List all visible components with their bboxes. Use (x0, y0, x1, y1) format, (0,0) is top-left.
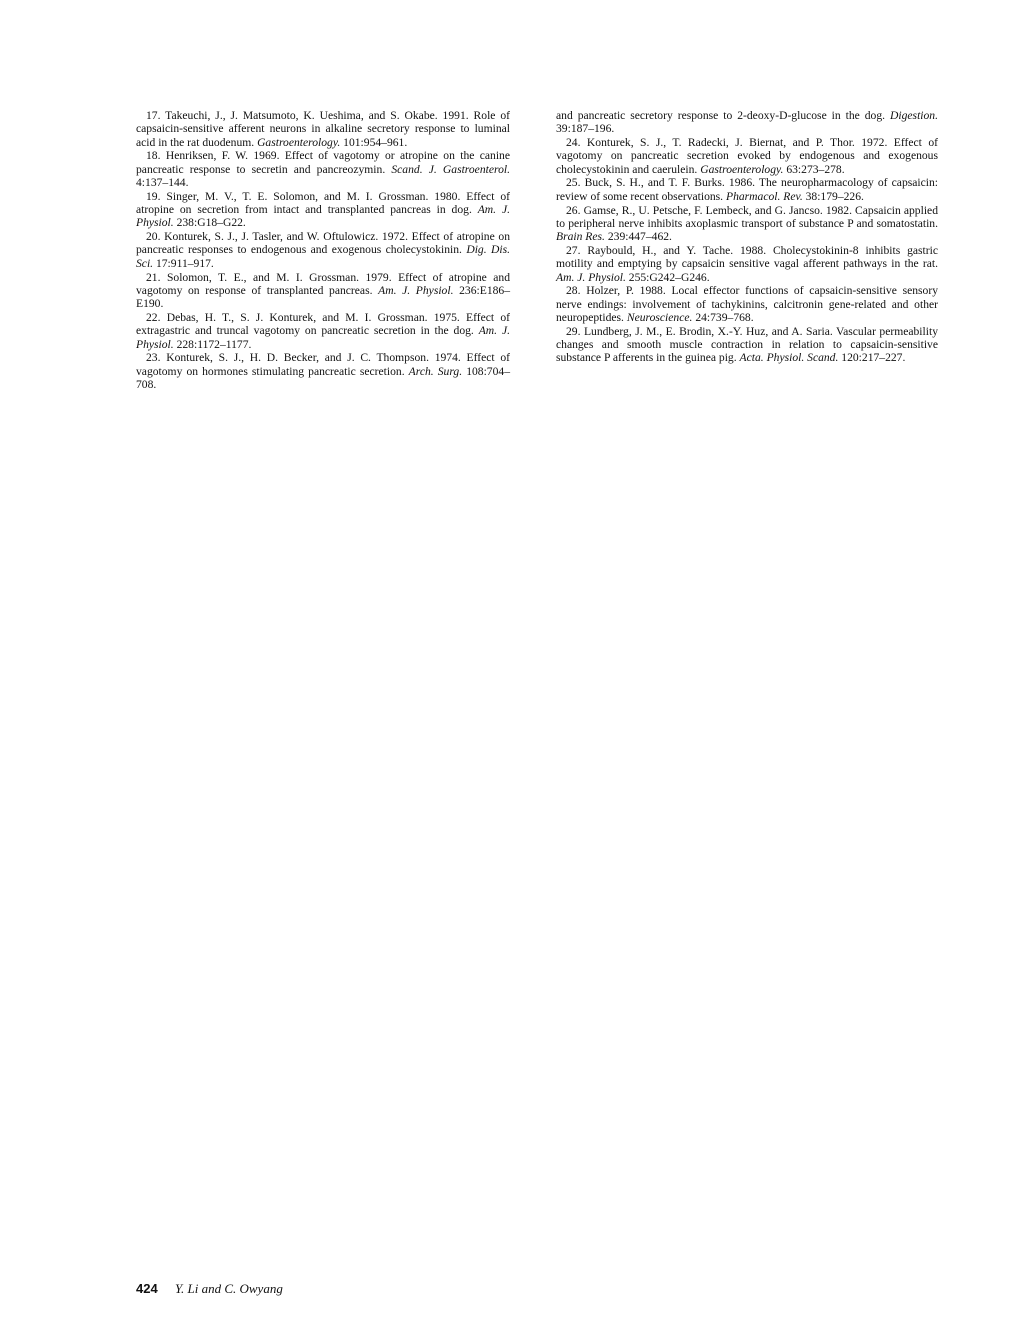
reference-18: 18. Henriksen, F. W. 1969. Effect of vagotomy or atropine on the canine pancreatic response to secretin and pancreozymin. Scand. J. Gastroenterol. 4:137–144. (136, 149, 510, 189)
reference-24: 24. Konturek, S. J., T. Radecki, J. Biernat, and P. Thor. 1972. Effect of vagotomy on pancreatic secretion evoked by endogenous and exogenous cholecystokinin and caerulein. Gastroenterology. 63:273–278. (556, 136, 938, 176)
page-footer (136, 1281, 283, 1297)
reference-continuation: and pancreatic secretory response to 2-deoxy-D-glucose in the dog. Digestion. 39:187–196. (556, 109, 938, 136)
running-head: Y. Li and C. Owyang (174, 1281, 283, 1296)
page-number: 424 (136, 1281, 158, 1296)
reference-25: 25. Buck, S. H., and T. F. Burks. 1986. The neuropharmacology of capsaicin: review of some recent observations. Pharmacol. Rev. 38:179–226. (556, 176, 938, 203)
reference-19: 19. Singer, M. V., T. E. Solomon, and M. I. Grossman. 1980. Effect of atropine on secretion from intact and transplanted pancreas in dog. Am. J. Physiol. 238:G18–G22. (136, 189, 510, 230)
reference-28: 28. Holzer, P. 1988. Local effector functions of capsaicin-sensitive sensory nerve endings: involvement of tachykinins, calcitronin gene-related and other neuropeptides. Neuroscience. 24:739–768. (556, 284, 938, 324)
references-right-column (556, 109, 938, 365)
reference-21: 21. Solomon, T. E., and M. I. Grossman. 1979. Effect of atropine and vagotomy on response of transplanted pancreas. Am. J. Physiol. 236:E186–E190. (136, 270, 511, 311)
references-left-column (136, 109, 510, 392)
reference-26: 26. Gamse, R., U. Petsche, F. Lembeck, and G. Jancso. 1982. Capsaicin applied to peripheral nerve inhibits axoplasmic transport of substance P and somatostatin. Brain Res. 239:447–462. (556, 203, 938, 244)
reference-22: 22. Debas, H. T., S. J. Konturek, and M. I. Grossman. 1975. Effect of extragastric and truncal vagotomy on pancreatic secretion in the dog. Am. J. Physiol. 228:1172–1177. (136, 310, 510, 351)
reference-29: 29. Lundberg, J. M., E. Brodin, X.-Y. Huz, and A. Saria. Vascular permeability changes and smooth muscle contraction in relation to capsaicin-sensitive substance P afferents in the guinea pig. Acta. Physiol. Scand. 120:217–227. (556, 324, 938, 365)
reference-20: 20. Konturek, S. J., J. Tasler, and W. Oftulowicz. 1972. Effect of atropine on pancreatic responses to endogenous and exogenous cholecystokinin. Dig. Dis. Sci. 17:911–917. (136, 230, 510, 270)
reference-23: 23. Konturek, S. J., H. D. Becker, and J. C. Thompson. 1974. Effect of vagotomy on hormones stimulating pancreatic secretion. Arch. Surg. 108:704–708. (136, 351, 510, 391)
reference-27: 27. Raybould, H., and Y. Tache. 1988. Cholecystokinin-8 inhibits gastric motility and emptying by capsaicin sensitive vagal afferent pathways in the rat. Am. J. Physiol. 255:G242–G246. (556, 243, 938, 284)
reference-17: 17. Takeuchi, J., J. Matsumoto, K. Ueshima, and S. Okabe. 1991. Role of capsaicin-sensitive afferent neurons in alkaline secretory response to luminal acid in the rat duodenum. Gastroenterology. 101:954–961. (136, 109, 510, 149)
